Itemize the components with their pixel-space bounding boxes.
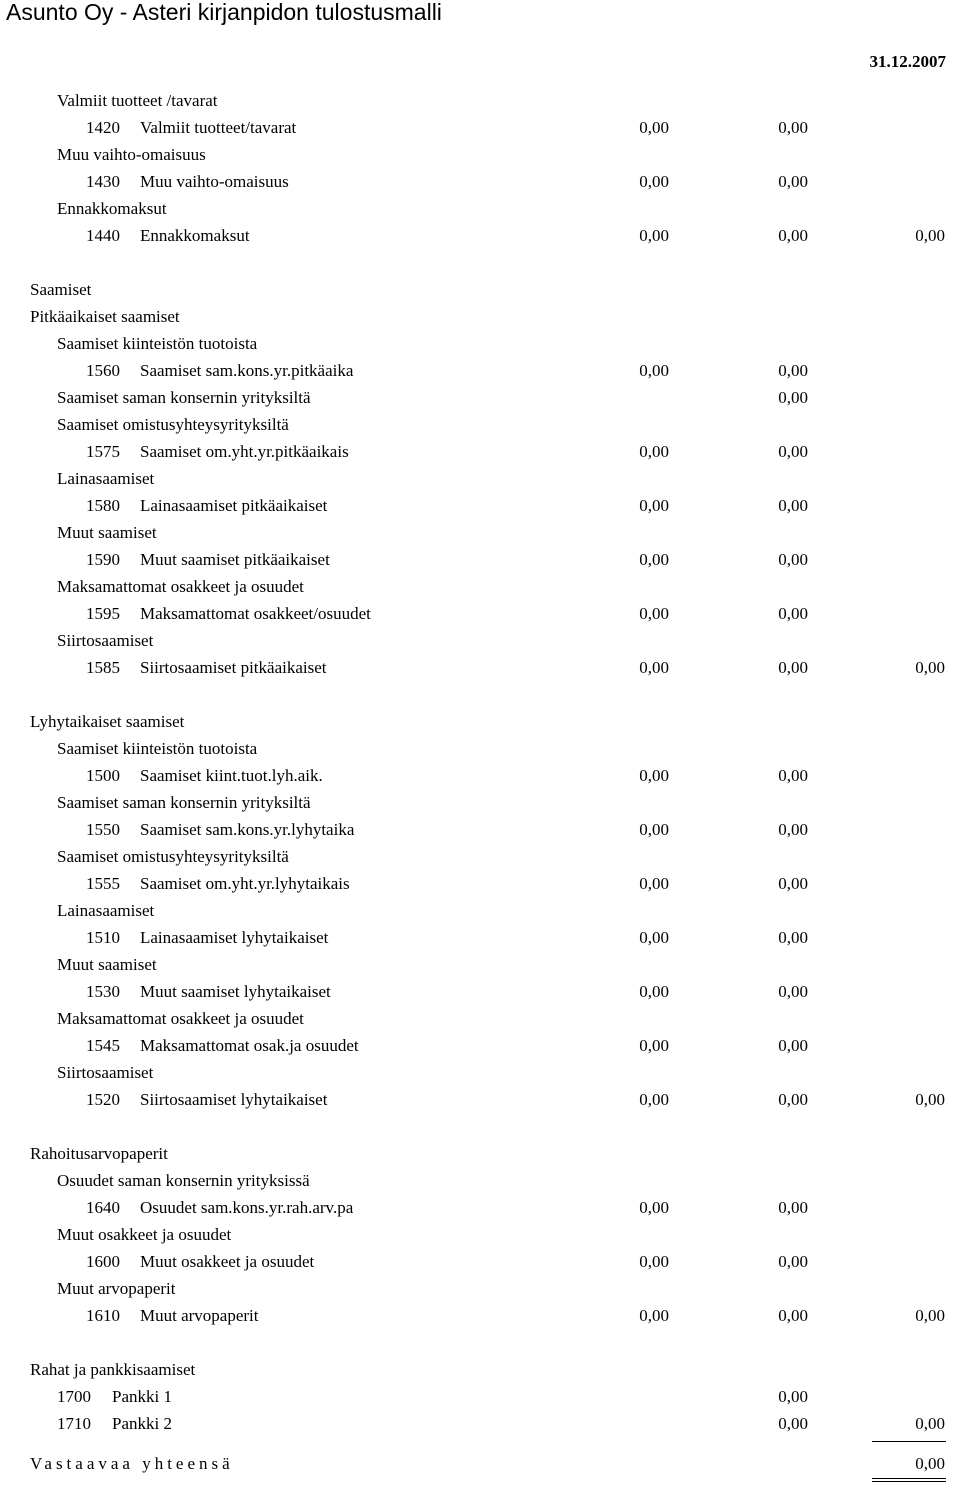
group-label: Maksamattomat osakkeet ja osuudet: [57, 1009, 304, 1028]
account-code: 1595: [86, 604, 120, 623]
account-code: 1710: [57, 1414, 91, 1433]
group-label: Saamiset kiinteistön tuotoista: [57, 739, 258, 758]
amount-subtotal: 0,00: [778, 361, 808, 380]
group-heading: [0, 575, 960, 599]
amount-subtotal: 0,00: [778, 388, 808, 407]
account-name: Pankki 1: [112, 1387, 172, 1406]
amount-current: 0,00: [639, 1198, 669, 1217]
amount-subtotal: 0,00: [778, 1036, 808, 1055]
group-label: Saamiset saman konsernin yrityksiltä: [57, 793, 311, 812]
total-double-underline: [872, 1481, 946, 1482]
amount-subtotal: 0,00: [778, 442, 808, 461]
section-label: Rahat ja pankkisaamiset: [30, 1360, 196, 1379]
section-label: Rahoitusarvopaperit: [30, 1144, 168, 1163]
grand-total-amount: 0,00: [915, 1454, 945, 1473]
document-title: Asunto Oy - Asteri kirjanpidon tulostusmalli: [6, 0, 442, 25]
account-name: Siirtosaamiset pitkäaikaiset: [140, 658, 327, 677]
group-label: Muu vaihto-omaisuus: [57, 145, 206, 164]
amount-subtotal: 0,00: [778, 766, 808, 785]
amount-current: 0,00: [639, 172, 669, 191]
amount-current: 0,00: [639, 1252, 669, 1271]
amount-total: 0,00: [915, 1090, 945, 1109]
amount-current: 0,00: [639, 658, 669, 677]
amount-subtotal: 0,00: [778, 604, 808, 623]
account-name: Maksamattomat osakkeet/osuudet: [140, 604, 371, 623]
account-code: 1560: [86, 361, 120, 380]
amount-current: 0,00: [639, 1306, 669, 1325]
account-name: Saamiset om.yht.yr.pitkäaikais: [140, 442, 349, 461]
section-heading: [0, 1142, 960, 1166]
group-heading: [0, 629, 960, 653]
account-row: [0, 548, 960, 572]
group-heading: [0, 1223, 960, 1247]
account-name: Osuudet sam.kons.yr.rah.arv.pa: [140, 1198, 354, 1217]
group-heading: [0, 197, 960, 221]
account-name: Siirtosaamiset lyhytaikaiset: [140, 1090, 328, 1109]
account-code: 1545: [86, 1036, 120, 1055]
amount-subtotal: 0,00: [778, 1198, 808, 1217]
group-heading: [0, 143, 960, 167]
account-code: 1610: [86, 1306, 120, 1325]
account-row: [0, 818, 960, 842]
amount-current: 0,00: [639, 550, 669, 569]
group-label: Saamiset saman konsernin yrityksiltä: [57, 388, 311, 407]
group-heading: [0, 1061, 960, 1085]
account-row: [0, 440, 960, 464]
amount-current: 0,00: [639, 604, 669, 623]
amount-current: 0,00: [639, 766, 669, 785]
account-name: Valmiit tuotteet/tavarat: [140, 118, 297, 137]
amount-subtotal: 0,00: [778, 1387, 808, 1406]
account-name: Ennakkomaksut: [140, 226, 250, 245]
amount-current: 0,00: [639, 118, 669, 137]
subsection-label: Pitkäaikaiset saamiset: [30, 307, 180, 326]
amount-current: 0,00: [639, 1090, 669, 1109]
account-code: 1555: [86, 874, 120, 893]
group-label: Saamiset kiinteistön tuotoista: [57, 334, 258, 353]
group-heading: [0, 845, 960, 869]
amount-subtotal: 0,00: [778, 550, 808, 569]
amount-current: 0,00: [639, 496, 669, 515]
group-heading: [0, 953, 960, 977]
group-label: Muut osakkeet ja osuudet: [57, 1225, 232, 1244]
account-code: 1520: [86, 1090, 120, 1109]
account-code: 1575: [86, 442, 120, 461]
account-row: [0, 764, 960, 788]
account-name: Lainasaamiset lyhytaikaiset: [140, 928, 329, 947]
group-label: Siirtosaamiset: [57, 631, 154, 650]
report-date: 31.12.2007: [869, 52, 946, 71]
account-row: [0, 224, 960, 248]
account-code: 1500: [86, 766, 120, 785]
amount-current: 0,00: [639, 820, 669, 839]
grand-total-label: Vastaavaa yhteensä: [30, 1454, 234, 1473]
account-code: 1585: [86, 658, 120, 677]
account-code: 1590: [86, 550, 120, 569]
group-heading: [0, 899, 960, 923]
group-label: Siirtosaamiset: [57, 1063, 154, 1082]
account-row: [0, 1196, 960, 1220]
group-heading: [0, 737, 960, 761]
group-label: Muut saamiset: [57, 955, 157, 974]
account-row: [0, 926, 960, 950]
account-name: Saamiset kiint.tuot.lyh.aik.: [140, 766, 323, 785]
group-label: Muut saamiset: [57, 523, 157, 542]
account-name: Saamiset om.yht.yr.lyhytaikais: [140, 874, 350, 893]
amount-subtotal: 0,00: [778, 1306, 808, 1325]
account-row: [0, 1304, 960, 1328]
account-code: 1510: [86, 928, 120, 947]
amount-subtotal: 0,00: [778, 928, 808, 947]
amount-subtotal: 0,00: [778, 118, 808, 137]
amount-subtotal: 0,00: [778, 658, 808, 677]
account-name: Maksamattomat osak.ja osuudet: [140, 1036, 359, 1055]
group-heading: [0, 1169, 960, 1193]
group-label: Muut arvopaperit: [57, 1279, 176, 1298]
amount-current: 0,00: [639, 928, 669, 947]
amount-total: 0,00: [915, 1306, 945, 1325]
account-row: [0, 872, 960, 896]
subsection-heading: [0, 305, 960, 329]
group-heading: [0, 1007, 960, 1031]
group-heading: [0, 413, 960, 437]
group-heading: [0, 386, 960, 410]
section-heading: [0, 278, 960, 302]
account-name: Pankki 2: [112, 1414, 172, 1433]
account-name: Saamiset sam.kons.yr.pitkäaika: [140, 361, 354, 380]
section-label: Saamiset: [30, 280, 92, 299]
account-code: 1580: [86, 496, 120, 515]
account-row: [0, 359, 960, 383]
total-underline: [872, 1478, 946, 1479]
account-row: [0, 602, 960, 626]
account-code: 1640: [86, 1198, 120, 1217]
amount-subtotal: 0,00: [778, 1252, 808, 1271]
group-label: Valmiit tuotteet /tavarat: [57, 91, 218, 110]
account-row: [0, 1088, 960, 1112]
account-row: [0, 1385, 960, 1409]
account-code: 1440: [86, 226, 120, 245]
account-code: 1550: [86, 820, 120, 839]
group-label: Ennakkomaksut: [57, 199, 167, 218]
account-code: 1700: [57, 1387, 91, 1406]
amount-subtotal: 0,00: [778, 982, 808, 1001]
account-code: 1430: [86, 172, 120, 191]
account-name: Muu vaihto-omaisuus: [140, 172, 289, 191]
amount-current: 0,00: [639, 226, 669, 245]
account-row: [0, 494, 960, 518]
amount-total: 0,00: [915, 1414, 945, 1433]
group-label: Lainasaamiset: [57, 469, 155, 488]
account-row: [0, 170, 960, 194]
group-label: Saamiset omistusyhteysyrityksiltä: [57, 847, 289, 866]
group-label: Osuudet saman konsernin yrityksissä: [57, 1171, 310, 1190]
account-name: Lainasaamiset pitkäaikaiset: [140, 496, 328, 515]
account-row: [0, 1412, 960, 1436]
group-heading: [0, 521, 960, 545]
amount-subtotal: 0,00: [778, 172, 808, 191]
amount-current: 0,00: [639, 361, 669, 380]
group-heading: [0, 89, 960, 113]
account-name: Muut saamiset lyhytaikaiset: [140, 982, 331, 1001]
amount-subtotal: 0,00: [778, 496, 808, 515]
amount-subtotal: 0,00: [778, 226, 808, 245]
section-heading: [0, 1358, 960, 1382]
amount-subtotal: 0,00: [778, 874, 808, 893]
account-row: [0, 1250, 960, 1274]
account-name: Saamiset sam.kons.yr.lyhytaika: [140, 820, 355, 839]
account-row: [0, 980, 960, 1004]
group-label: Maksamattomat osakkeet ja osuudet: [57, 577, 304, 596]
amount-subtotal: 0,00: [778, 820, 808, 839]
amount-subtotal: 0,00: [778, 1090, 808, 1109]
amount-current: 0,00: [639, 442, 669, 461]
group-heading: [0, 467, 960, 491]
account-row: [0, 656, 960, 680]
group-heading: [0, 1277, 960, 1301]
amount-subtotal: 0,00: [778, 1414, 808, 1433]
account-name: Muut saamiset pitkäaikaiset: [140, 550, 330, 569]
total-divider: [872, 1441, 946, 1442]
amount-total: 0,00: [915, 226, 945, 245]
amount-total: 0,00: [915, 658, 945, 677]
amount-current: 0,00: [639, 982, 669, 1001]
subsection-label: Lyhytaikaiset saamiset: [30, 712, 185, 731]
group-label: Saamiset omistusyhteysyrityksiltä: [57, 415, 289, 434]
account-name: Muut osakkeet ja osuudet: [140, 1252, 315, 1271]
amount-current: 0,00: [639, 874, 669, 893]
group-label: Lainasaamiset: [57, 901, 155, 920]
account-name: Muut arvopaperit: [140, 1306, 259, 1325]
amount-current: 0,00: [639, 1036, 669, 1055]
subsection-heading: [0, 710, 960, 734]
account-code: 1530: [86, 982, 120, 1001]
group-heading: [0, 791, 960, 815]
group-heading: [0, 332, 960, 356]
grand-total-row: [0, 1452, 960, 1476]
account-row: [0, 1034, 960, 1058]
account-code: 1600: [86, 1252, 120, 1271]
account-row: [0, 116, 960, 140]
account-code: 1420: [86, 118, 120, 137]
